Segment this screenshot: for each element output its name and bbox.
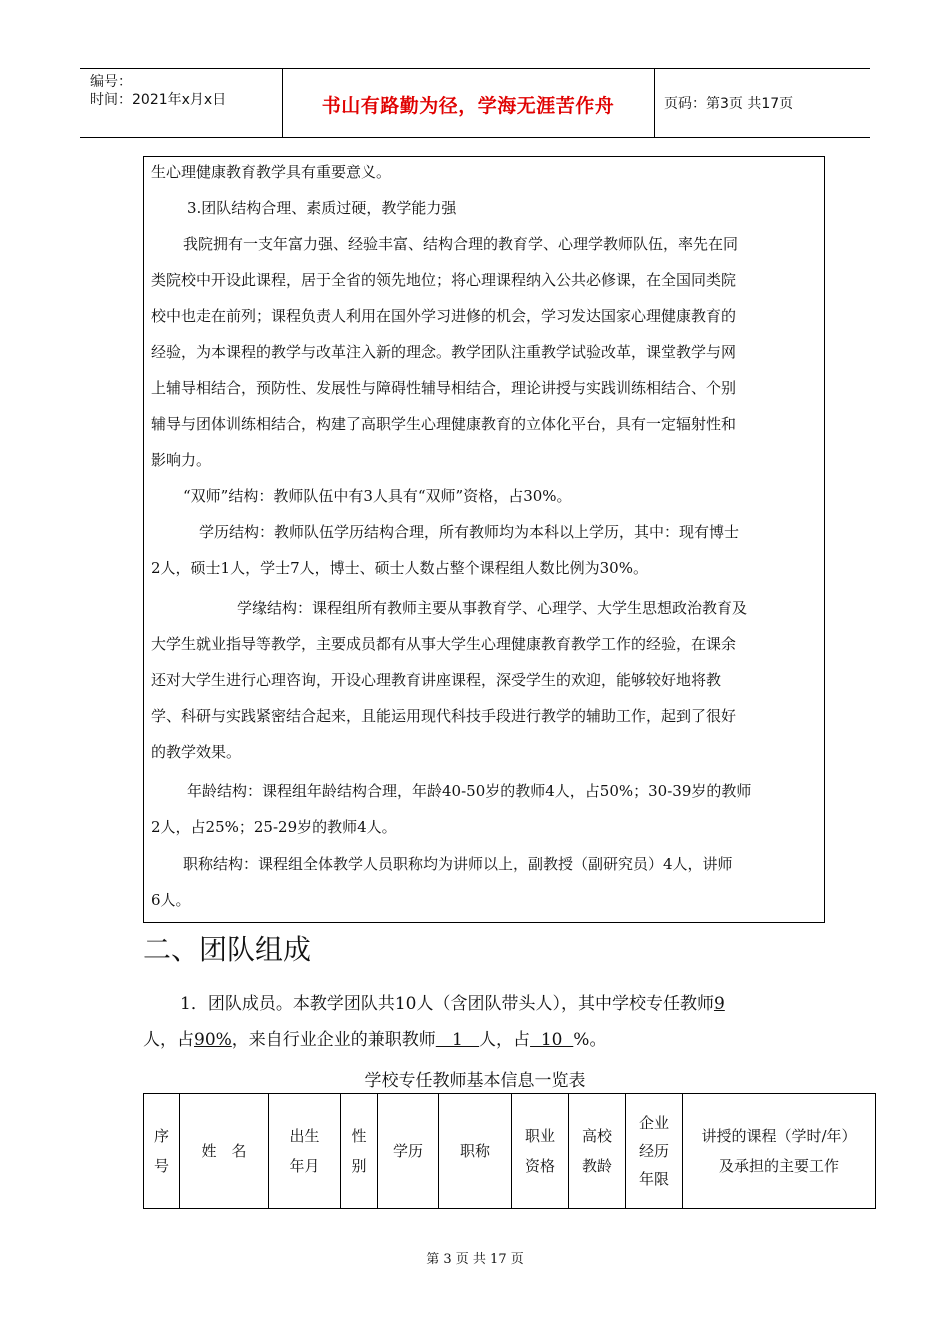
box-line: 校中也走在前列；课程负责人利用在国外学习进修的机会，学习发达国家心理健康教育的 xyxy=(151,307,737,325)
box-line: 上辅导相结合，预防性、发展性与障碍性辅导相结合，理论讲授与实践训练相结合、个别 xyxy=(151,379,737,397)
paragraph-text: ，来自行业企业的兼职教师 xyxy=(231,1030,436,1050)
header-cell-title: 职称 xyxy=(439,1094,512,1209)
box-line: 学缘结构：课程组所有教师主要从事教育学、心理学、大学生思想政治教育及 xyxy=(237,599,748,617)
paragraph-text: 人，占 xyxy=(479,1030,531,1050)
section-paragraph-line xyxy=(180,992,725,1016)
teacher-info-table xyxy=(143,1093,876,1209)
box-line: 6人。 xyxy=(151,891,191,909)
table-header-row xyxy=(144,1094,876,1209)
paragraph-text: 1．团队成员。本教学团队共10人（含团队带头人），其中学校专任教师 xyxy=(180,994,714,1014)
page-header xyxy=(80,68,870,138)
underlined-value: 1 xyxy=(435,1030,480,1050)
header-cell-courses: 讲授的课程（学时/年） 及承担的主要工作 xyxy=(683,1094,876,1209)
header-cell-education: 学历 xyxy=(378,1094,439,1209)
date-label: 时间：2021年x月x日 xyxy=(90,92,227,108)
underlined-value: 9 xyxy=(713,994,725,1014)
box-line: 学历结构：教师队伍学历结构合理，所有教师均为本科以上学历，其中：现有博士 xyxy=(199,523,740,541)
box-line: 3.团队结构合理、素质过硬，教学能力强 xyxy=(187,199,457,217)
header-cell-teaching-years: 高校 教龄 xyxy=(569,1094,626,1209)
underlined-value: 90% xyxy=(194,1030,232,1050)
paragraph-text: 人，占 xyxy=(143,1030,194,1050)
header-meta xyxy=(90,73,226,109)
box-line: 职称结构：课程组全体教学人员职称均为讲师以上，副教授（副研究员）4人，讲师 xyxy=(183,855,733,873)
box-line: 我院拥有一支年富力强、经验丰富、结构合理的教育学、心理学教师队伍，率先在同 xyxy=(183,235,739,253)
box-line: 年龄结构：课程组年龄结构合理，年龄40-50岁的教师4人，占50%；30-39岁的教师 xyxy=(187,782,752,800)
header-cell-birth: 出生 年月 xyxy=(269,1094,341,1209)
box-line: 学、科研与实践紧密结合起来，且能运用现代科技手段进行教学的辅助工作，起到了很好 xyxy=(151,707,737,725)
header-page-label: 页码：第3页 共17页 xyxy=(664,96,794,112)
box-line: 经验，为本课程的教学与改革注入新的理念。教学团队注重教学试验改革，课堂教学与网 xyxy=(151,343,737,361)
section-title: 二、团队组成 xyxy=(143,933,312,966)
underlined-value: 10 xyxy=(530,1030,574,1050)
header-cell-industry-years: 企业 经历 年限 xyxy=(626,1094,683,1209)
box-line: 2人，占25%；25-29岁的教师4人。 xyxy=(151,818,397,836)
box-line: 还对大学生进行心理咨询，开设心理教育讲座课程，深受学生的欢迎，能够较好地将教 xyxy=(151,671,722,689)
box-line: 生心理健康教育教学具有重要意义。 xyxy=(151,163,392,181)
header-cell-name: 姓 名 xyxy=(180,1094,269,1209)
header-cell-index: 序 号 xyxy=(144,1094,180,1209)
box-line: 辅导与团体训练相结合，构建了高职学生心理健康教育的立体化平台，具有一定辐射性和 xyxy=(151,415,737,433)
header-divider xyxy=(654,69,655,137)
header-cell-qualification: 职业 资格 xyxy=(512,1094,569,1209)
section-paragraph-line xyxy=(143,1028,606,1052)
box-line: 类院校中开设此课程，居于全省的领先地位；将心理课程纳入公共必修课，在全国同类院 xyxy=(151,271,737,289)
box-line: 的教学效果。 xyxy=(151,743,242,761)
code-label: 编号： xyxy=(90,74,132,90)
box-line: 影响力。 xyxy=(151,451,212,469)
paragraph-text: %。 xyxy=(573,1030,607,1050)
page-footer: 第 3 页 共 17 页 xyxy=(426,1252,524,1267)
table-caption: 学校专任教师基本信息一览表 xyxy=(364,1071,586,1091)
header-cell-gender: 性 别 xyxy=(341,1094,378,1209)
box-line: 2人，硕士1人，学士7人，博士、硕士人数占整个课程组人数比例为30%。 xyxy=(151,559,648,577)
box-line: 大学生就业指导等教学，主要成员都有从事大学生心理健康教育教学工作的经验，在课余 xyxy=(151,635,737,653)
box-line: “双师”结构：教师队伍中有3人具有“双师”资格，占30%。 xyxy=(183,487,572,505)
header-motto: 书山有路勤为径，学海无涯苦作舟 xyxy=(321,95,615,117)
